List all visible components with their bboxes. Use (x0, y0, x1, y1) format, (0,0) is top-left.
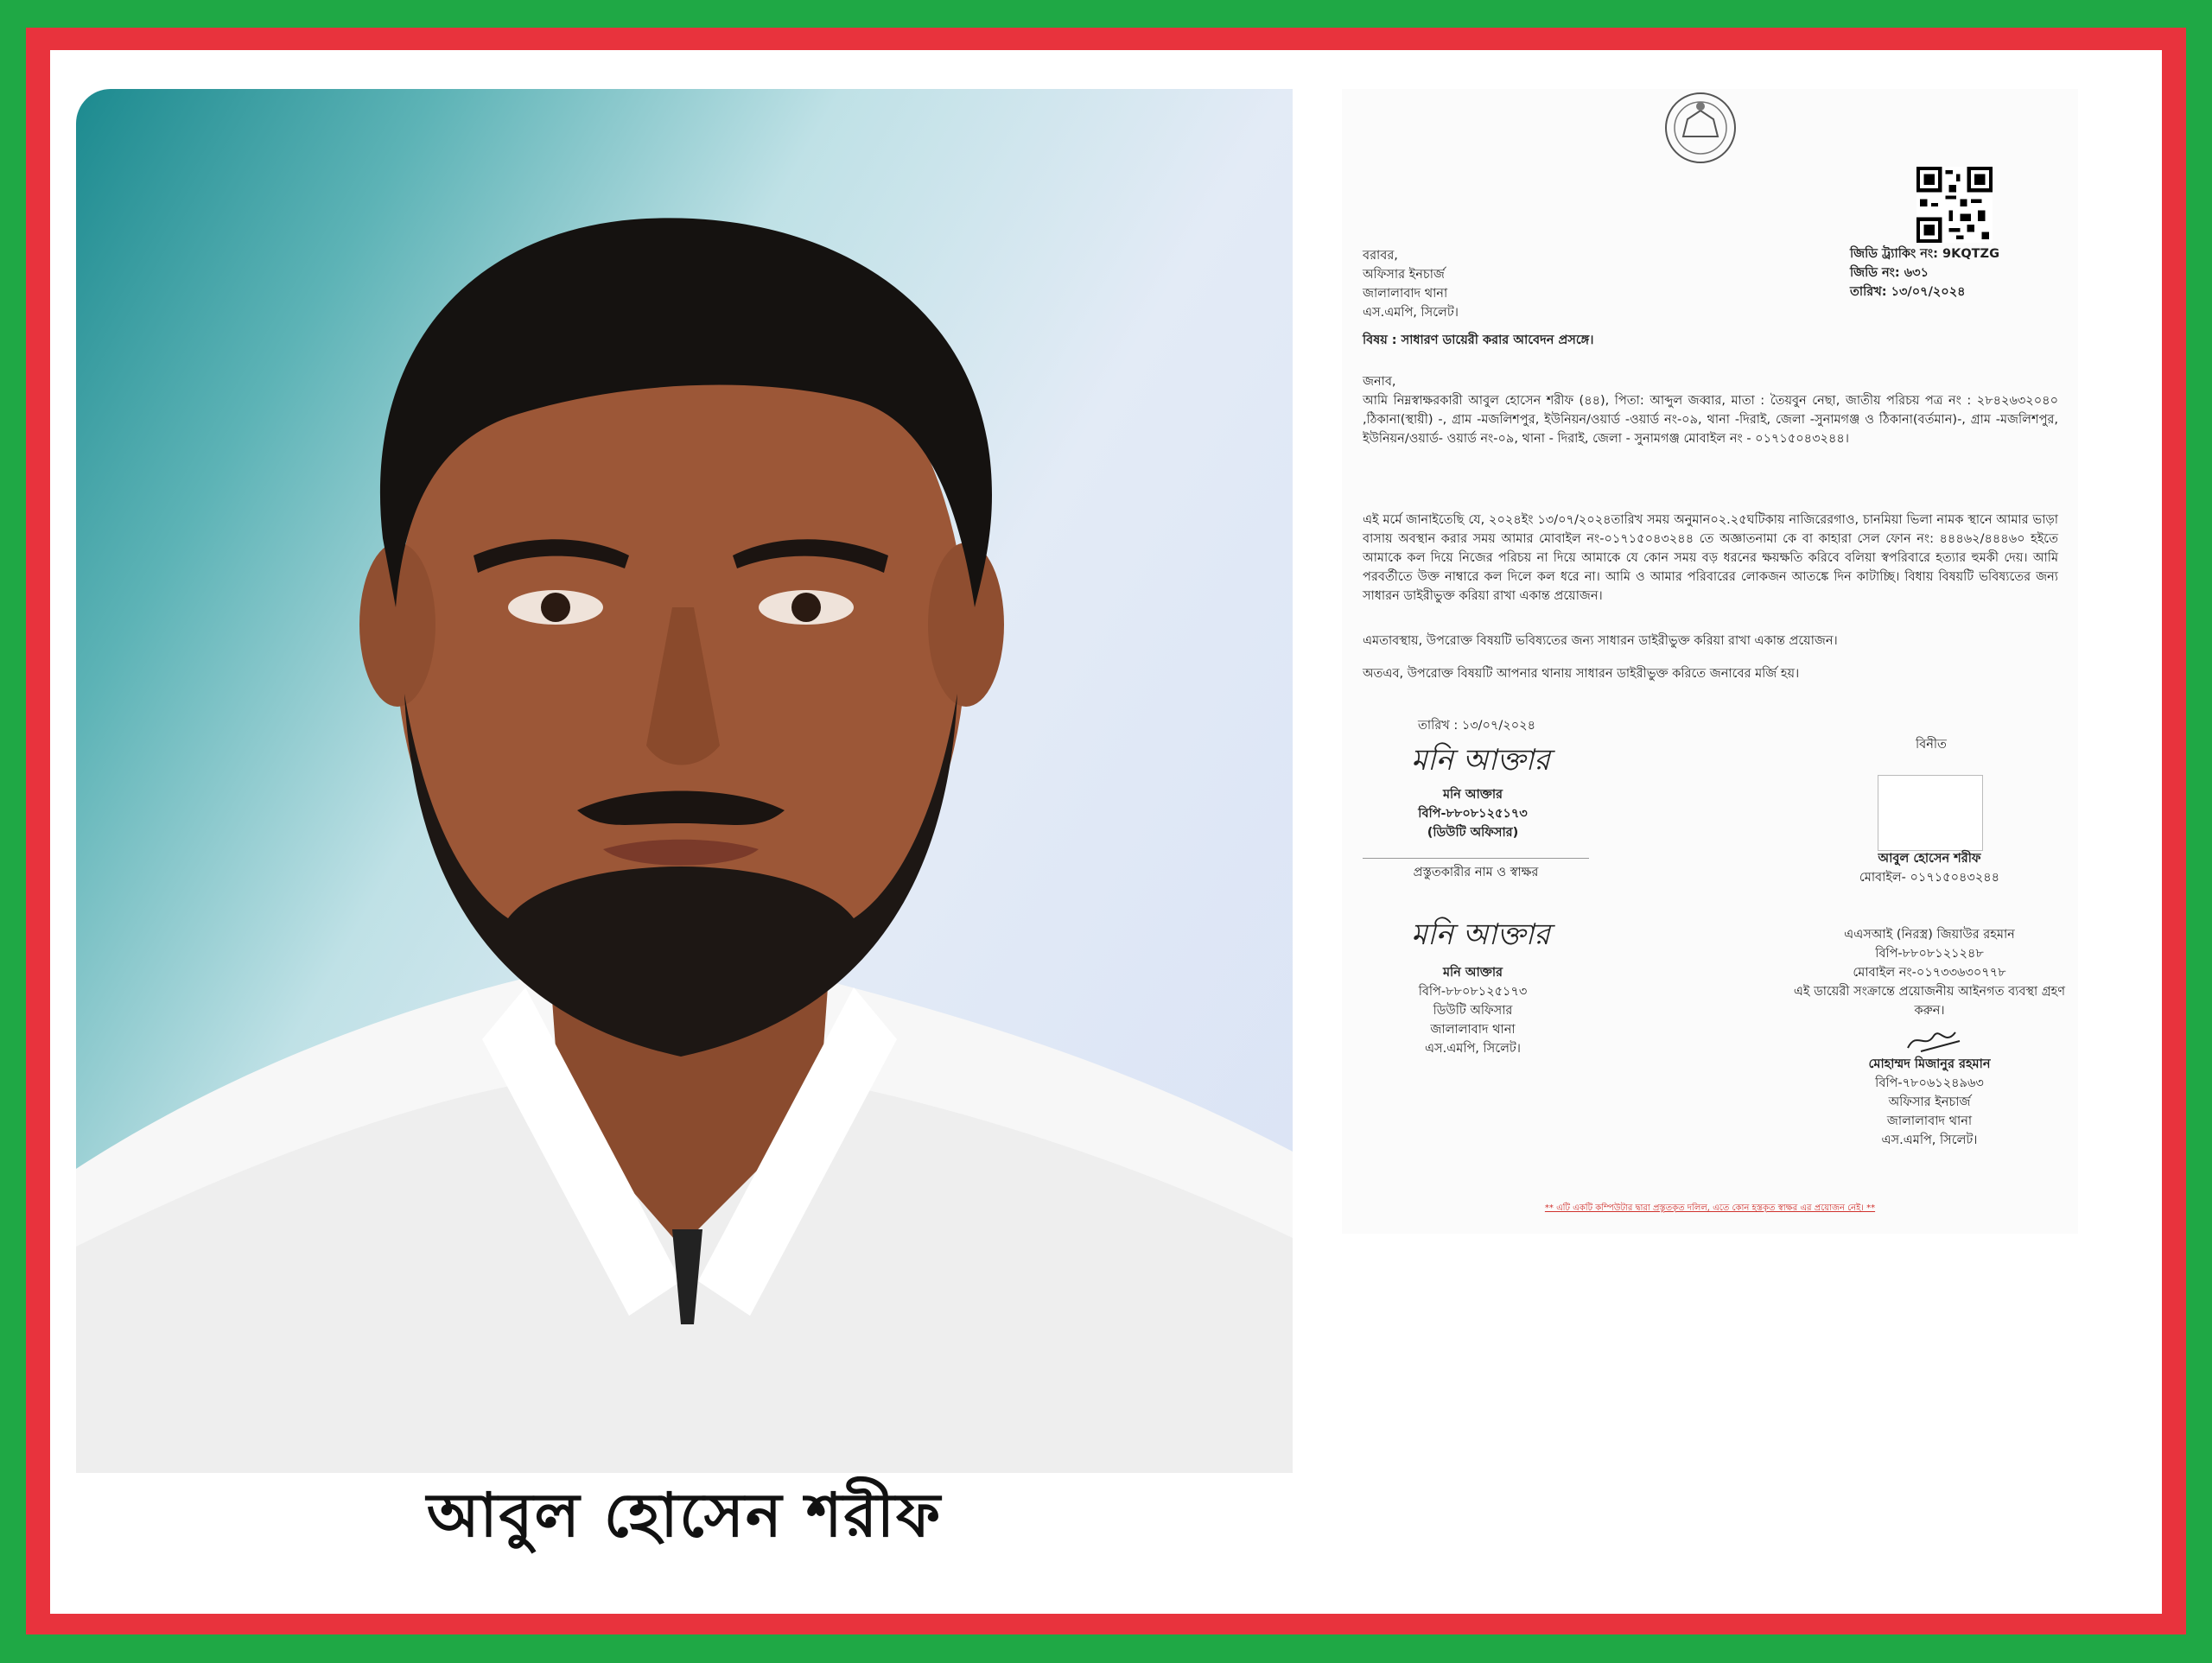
address-line: বরাবর, (1363, 249, 1398, 263)
preparer-label: প্রস্তুতকারীর নাম ও স্বাক্ষর (1413, 866, 1539, 879)
qr-code-icon (1916, 167, 1993, 243)
applicant-block (1800, 849, 2059, 887)
duty-officer-role: ডিউটি অফিসার (1433, 1004, 1513, 1018)
duty-officer-bp: বিপি-৮৮০৮১২৫১৭৩ (1418, 985, 1528, 999)
portrait-illustration (76, 89, 1293, 1473)
oc-signature-icon (1904, 1024, 1964, 1055)
address-line: জালালাবাদ থানা (1363, 287, 1448, 301)
divider (1363, 858, 1589, 859)
preparer-name: মনি আক্তার (1442, 788, 1503, 802)
preparer-signature: মনি আক্তার (1411, 743, 1550, 778)
assigned-officer-instruction: এই ডায়েরী সংক্রান্তে প্রয়োজনীয় আইনগত ব্যবস্থা গ্রহণ করুন। (1793, 985, 2066, 1018)
address-line: অফিসার ইনচার্জ (1363, 268, 1445, 282)
police-seal-icon (1662, 89, 1739, 167)
assigned-officer-mobile: মোবাইল নং-০১৭৩৩৬৩০৭৭৮ (1853, 966, 2006, 980)
address-line: এস.এমপি, সিলেট। (1363, 306, 1459, 320)
duty-officer-name: মনি আক্তার (1442, 966, 1503, 980)
signature-date: তারিখ : ১৩/০৭/২০২৪ (1418, 719, 1535, 733)
salutation: জনাব, (1363, 375, 1396, 389)
computer-generated-note: ** এটি একটি কম্পিউটার দ্বারা প্রস্তুতকৃত দলিল, এতে কোন হস্তকৃত স্বাক্ষর এর প্রয়োজন নেই। ** (1544, 1203, 1876, 1213)
officer-in-charge-block (1800, 1055, 2059, 1150)
applicant-mobile: মোবাইল- ০১৭১৫০৪৩২৪৪ (1859, 871, 2000, 885)
preparer-role: (ডিউটি অফিসার) (1427, 826, 1519, 840)
portrait-photo (76, 89, 1293, 1473)
gd-number: জিডি নং: ৬৩১ (1850, 266, 1929, 280)
oc-station: জালালাবাদ থানা (1886, 1114, 1973, 1128)
yours-faithfully: বিনীত (1916, 738, 1947, 752)
duty-officer-block (1363, 963, 1583, 1058)
applicant-name: আবুল হোসেন শরীফ (1878, 852, 1981, 866)
preparer-block (1363, 785, 1583, 842)
oc-role: অফিসার ইনচার্জ (1888, 1095, 1971, 1109)
duty-officer-city: এস.এমপি, সিলেট। (1425, 1042, 1521, 1056)
gd-document (1342, 89, 2078, 1234)
oc-name: মোহাম্মদ মিজানুর রহমান (1868, 1057, 1991, 1071)
applicant-paragraph: আমি নিম্নস্বাক্ষরকারী আবুল হোসেন শরীফ (৪৪), পিতা: আব্দুল জব্বার, মাতা : তৈয়বুন নেছা, জাতীয় পরিচয় পত্র নং : ২৮৪২৬৩২০৪০ ,ঠিকানা(স্থায়ী) -, গ্রাম -মজলিশপুর, ইউনিয়ন/ওয়ার্ড -ওয়ার্ড নং-০৯, থানা -দিরাই, জেলা -সুনামগঞ্জ ও ঠিকানা(বর্তমান)-, গ্রাম -মজলিশপুর, ইউনিয়ন/ওয়ার্ড- ওয়ার্ড নং-০৯, থানা - দিরাই, জেলা - সুনামগঞ্জ মোবাইল নং - ০১৭১৫০৪৩২৪৪। (1363, 394, 2058, 446)
gd-tracking-number: জিডি ট্র্যাকিং নং: 9KQTZG (1850, 247, 1999, 261)
request-paragraph: এমতাবস্থায়, উপরোক্ত বিষয়টি ভবিষ্যতের জন্য সাধারন ডাইরীভুক্ত করিয়া রাখা একান্ত প্রয়োজন। (1363, 634, 1838, 648)
oc-bp: বিপি-৭৮০৬১২৪৯৬৩ (1875, 1076, 1984, 1090)
recipient-address (1363, 246, 1639, 322)
preparer-bp: বিপি-৮৮০৮১২৫১৭৩ (1418, 807, 1528, 821)
oc-city: এস.এমপি, সিলেট। (1881, 1133, 1978, 1147)
applicant-photo-box (1878, 775, 1983, 851)
gd-info (1850, 244, 2066, 301)
person-name-caption: আবুল হোসেন শরীফ (426, 1480, 943, 1551)
assigned-officer-block (1791, 925, 2068, 1020)
closing-paragraph: অতএব, উপরোক্ত বিষয়টি আপনার থানায় সাধারন ডাইরীভুক্ত করিতে জনাবের মর্জি হয়। (1363, 667, 1800, 681)
assigned-officer-bp: বিপি-৮৮০৮১২১২৪৮ (1875, 947, 1984, 961)
duty-officer-signature: মনি আক্তার (1411, 917, 1550, 952)
duty-officer-station: জালালাবাদ থানা (1430, 1023, 1516, 1037)
gd-date: তারিখ: ১৩/০৭/২০২৪ (1850, 285, 1966, 299)
subject-line: বিষয় : সাধারণ ডায়েরী করার আবেদন প্রসঙ্গে। (1363, 333, 1594, 347)
assigned-officer-name: এএসআই (নিরস্ত্র) জিয়াউর রহমান (1844, 928, 2015, 942)
incident-paragraph: এই মর্মে জানাইতেছি যে, ২০২৪ইং ১৩/০৭/২০২৪তারিখ সময় অনুমান০২.২৫ঘটিকায় নাজিরেরগাও, চানমিয়া ভিলা নামক স্থানে আমার ভাড়া বাসায় অবস্থান করার সময় আমার মোবাইল নং-০১৭১৫০৪৩২৪৪ তে অজ্ঞাতনামা কে বা কাহারা সেল ফোন নং: ৪৪৪৬২/৪৪৪৬০ হইতে আমাকে কল দিয়ে নিজের পরিচয় না দিয়ে আমাকে যে কোন সময় বড় ধরনের ক্ষয়ক্ষতি করিবে বলিয়া স্বপরিবারে হত্যার হুমকী দেয়। আমি পরবর্তীতে উক্ত নাম্বারে কল দিলে কল ধরে না। আমি ও আমার পরিবারের লোকজন আতঙ্কে দিন কাটাচ্ছি। বিধায় বিষয়টি ভবিষ্যতের জন্য সাধারন ডাইরীভুক্ত করিয়া রাখা একান্ত প্রয়োজন। (1363, 513, 2058, 603)
applicant-details (1363, 372, 2058, 448)
